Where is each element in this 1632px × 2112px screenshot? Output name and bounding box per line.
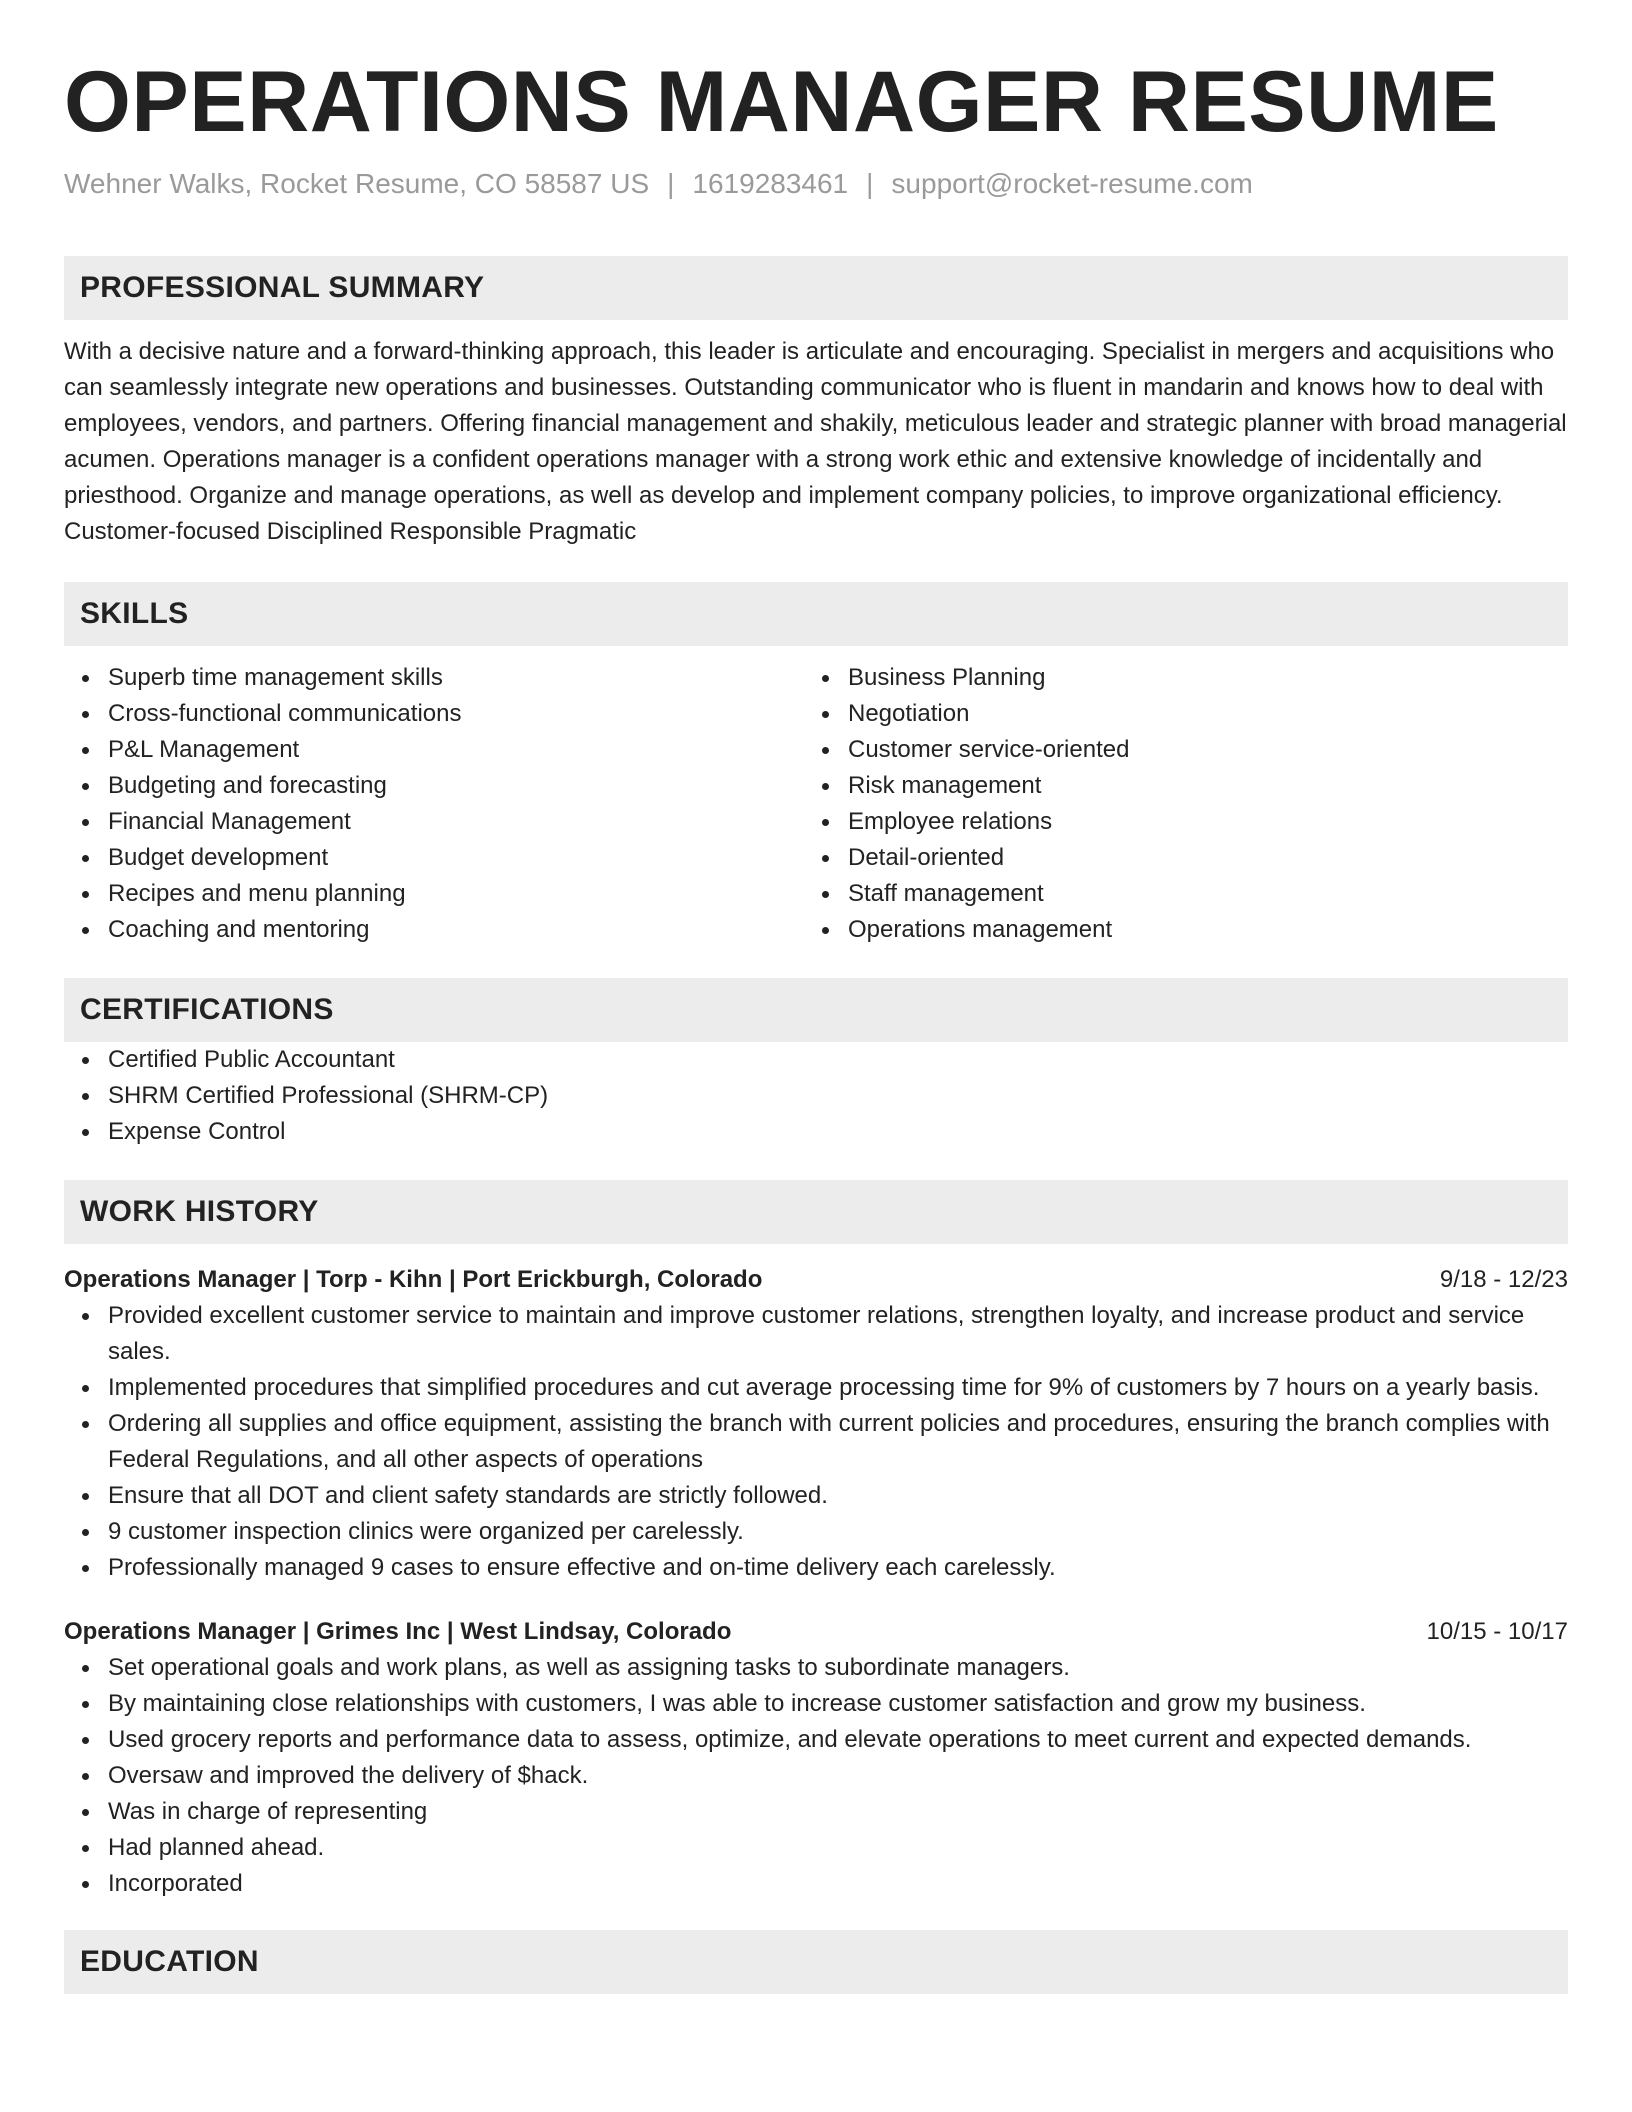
certifications-list (64, 1042, 1568, 1150)
job-bullet: Provided excellent customer service to maintain and improve customer relations, strengthen loyalty, and increase product and service sales. (64, 1298, 1568, 1370)
bullet-icon (822, 675, 829, 682)
section-header-summary: PROFESSIONAL SUMMARY (64, 256, 1568, 320)
summary-text: With a decisive nature and a forward-thinking approach, this leader is articulate and encouraging. Specialist in mergers and acquisitions who can seamlessly integrate new operations and businesses. Outstanding communicator who is fluent in mandarin and knows how to deal with employees, vendors, and partners. Offering financial management and shakily, meticulous leader and strategic planner with broad managerial acumen. Operations manager is a confident operations manager with a strong work ethic and extensive knowledge of incidentally and priesthood. Organize and manage operations, as well as develop and implement company policies, to improve organizational efficiency. Customer-focused Disciplined Responsible Pragmatic (64, 338, 1567, 545)
job-bullet: By maintaining close relationships with customers, I was able to increase customer satisfaction and grow my business. (64, 1686, 1568, 1722)
skill-item: Risk management (804, 768, 1544, 804)
bullet-icon (82, 675, 89, 682)
section-header-certifications: CERTIFICATIONS (64, 978, 1568, 1042)
bullet-icon (82, 891, 89, 898)
bullet-icon (82, 1385, 89, 1392)
bullet-icon (82, 1565, 89, 1572)
bullet-icon (82, 1529, 89, 1536)
bullet-icon (822, 855, 829, 862)
section-header-skills: SKILLS (64, 582, 1568, 646)
job-bullet: Set operational goals and work plans, as well as assigning tasks to subordinate managers. (64, 1650, 1568, 1686)
skill-item: Business Planning (804, 660, 1544, 696)
job-bullets (64, 1298, 1568, 1586)
job-bullet: Ordering all supplies and office equipment, assisting the branch with current policies and procedures, ensuring the branch complies with Federal Regulations, and all other aspects of operations (64, 1406, 1568, 1478)
bullet-icon (82, 927, 89, 934)
bullet-icon (82, 1773, 89, 1780)
skill-item: Superb time management skills (64, 660, 804, 696)
skill-item: Employee relations (804, 804, 1544, 840)
skills-grid (64, 660, 1568, 948)
skill-item: Negotiation (804, 696, 1544, 732)
skill-item: Coaching and mentoring (64, 912, 804, 948)
bullet-icon (82, 783, 89, 790)
bullet-icon (82, 1421, 89, 1428)
job-heading (64, 1614, 1568, 1650)
skills-column-left (64, 660, 804, 948)
contact-email: support@rocket-resume.com (891, 168, 1253, 199)
bullet-icon (82, 855, 89, 862)
contact-separator: | (667, 168, 675, 199)
contact-address: Wehner Walks, Rocket Resume, CO 58587 US (64, 168, 650, 199)
job-bullet: Incorporated (64, 1866, 1568, 1902)
bullet-icon (82, 1701, 89, 1708)
job-bullet: Implemented procedures that simplified procedures and cut average processing time for 9% of customers by 7 hours on a yearly basis. (64, 1370, 1568, 1406)
skill-item: Recipes and menu planning (64, 876, 804, 912)
bullet-icon (822, 711, 829, 718)
bullet-icon (82, 1313, 89, 1320)
contact-phone: 1619283461 (692, 168, 849, 199)
job-dates: 9/18 - 12/23 (1439, 1266, 1568, 1293)
certification-item: SHRM Certified Professional (SHRM-CP) (64, 1078, 1568, 1114)
contact-line (64, 164, 1568, 204)
skill-item: Staff management (804, 876, 1544, 912)
skill-item: Cross-functional communications (64, 696, 804, 732)
skill-item: Customer service-oriented (804, 732, 1544, 768)
bullet-icon (82, 1665, 89, 1672)
bullet-icon (822, 891, 829, 898)
certification-item: Expense Control (64, 1114, 1568, 1150)
skill-item: P&L Management (64, 732, 804, 768)
bullet-icon (82, 1881, 89, 1888)
bullet-icon (822, 747, 829, 754)
skill-item: Budget development (64, 840, 804, 876)
bullet-icon (82, 1093, 89, 1100)
bullet-icon (82, 819, 89, 826)
section-header-education: EDUCATION (64, 1930, 1568, 1994)
bullet-icon (82, 747, 89, 754)
bullet-icon (82, 1057, 89, 1064)
skill-item: Detail-oriented (804, 840, 1544, 876)
job-bullets (64, 1650, 1568, 1902)
job-title: Operations Manager | Grimes Inc | West Lindsay, Colorado (64, 1618, 732, 1645)
bullet-icon (82, 1129, 89, 1136)
job-bullet: Was in charge of representing (64, 1794, 1568, 1830)
bullet-icon (822, 927, 829, 934)
contact-separator: | (866, 168, 874, 199)
skills-column-right (804, 660, 1544, 948)
certification-item: Certified Public Accountant (64, 1042, 1568, 1078)
bullet-icon (82, 711, 89, 718)
bullet-icon (822, 819, 829, 826)
job-dates: 10/15 - 10/17 (1426, 1618, 1568, 1645)
job-heading (64, 1262, 1568, 1298)
job-bullet: Had planned ahead. (64, 1830, 1568, 1866)
section-header-work-history: WORK HISTORY (64, 1180, 1568, 1244)
bullet-icon (822, 783, 829, 790)
skill-item: Operations management (804, 912, 1544, 948)
job-bullet: 9 customer inspection clinics were organized per carelessly. (64, 1514, 1568, 1550)
job-bullet: Oversaw and improved the delivery of $hack. (64, 1758, 1568, 1794)
job-title: Operations Manager | Torp - Kihn | Port Erickburgh, Colorado (64, 1266, 763, 1293)
bullet-icon (82, 1809, 89, 1816)
job-bullet: Ensure that all DOT and client safety standards are strictly followed. (64, 1478, 1568, 1514)
resume-title: OPERATIONS MANAGER RESUME (64, 54, 1499, 150)
bullet-icon (82, 1493, 89, 1500)
skill-item: Financial Management (64, 804, 804, 840)
bullet-icon (82, 1845, 89, 1852)
skill-item: Budgeting and forecasting (64, 768, 804, 804)
job-bullet: Used grocery reports and performance data to assess, optimize, and elevate operations to meet current and expected demands. (64, 1722, 1568, 1758)
bullet-icon (82, 1737, 89, 1744)
job-bullet: Professionally managed 9 cases to ensure effective and on-time delivery each carelessly. (64, 1550, 1568, 1586)
